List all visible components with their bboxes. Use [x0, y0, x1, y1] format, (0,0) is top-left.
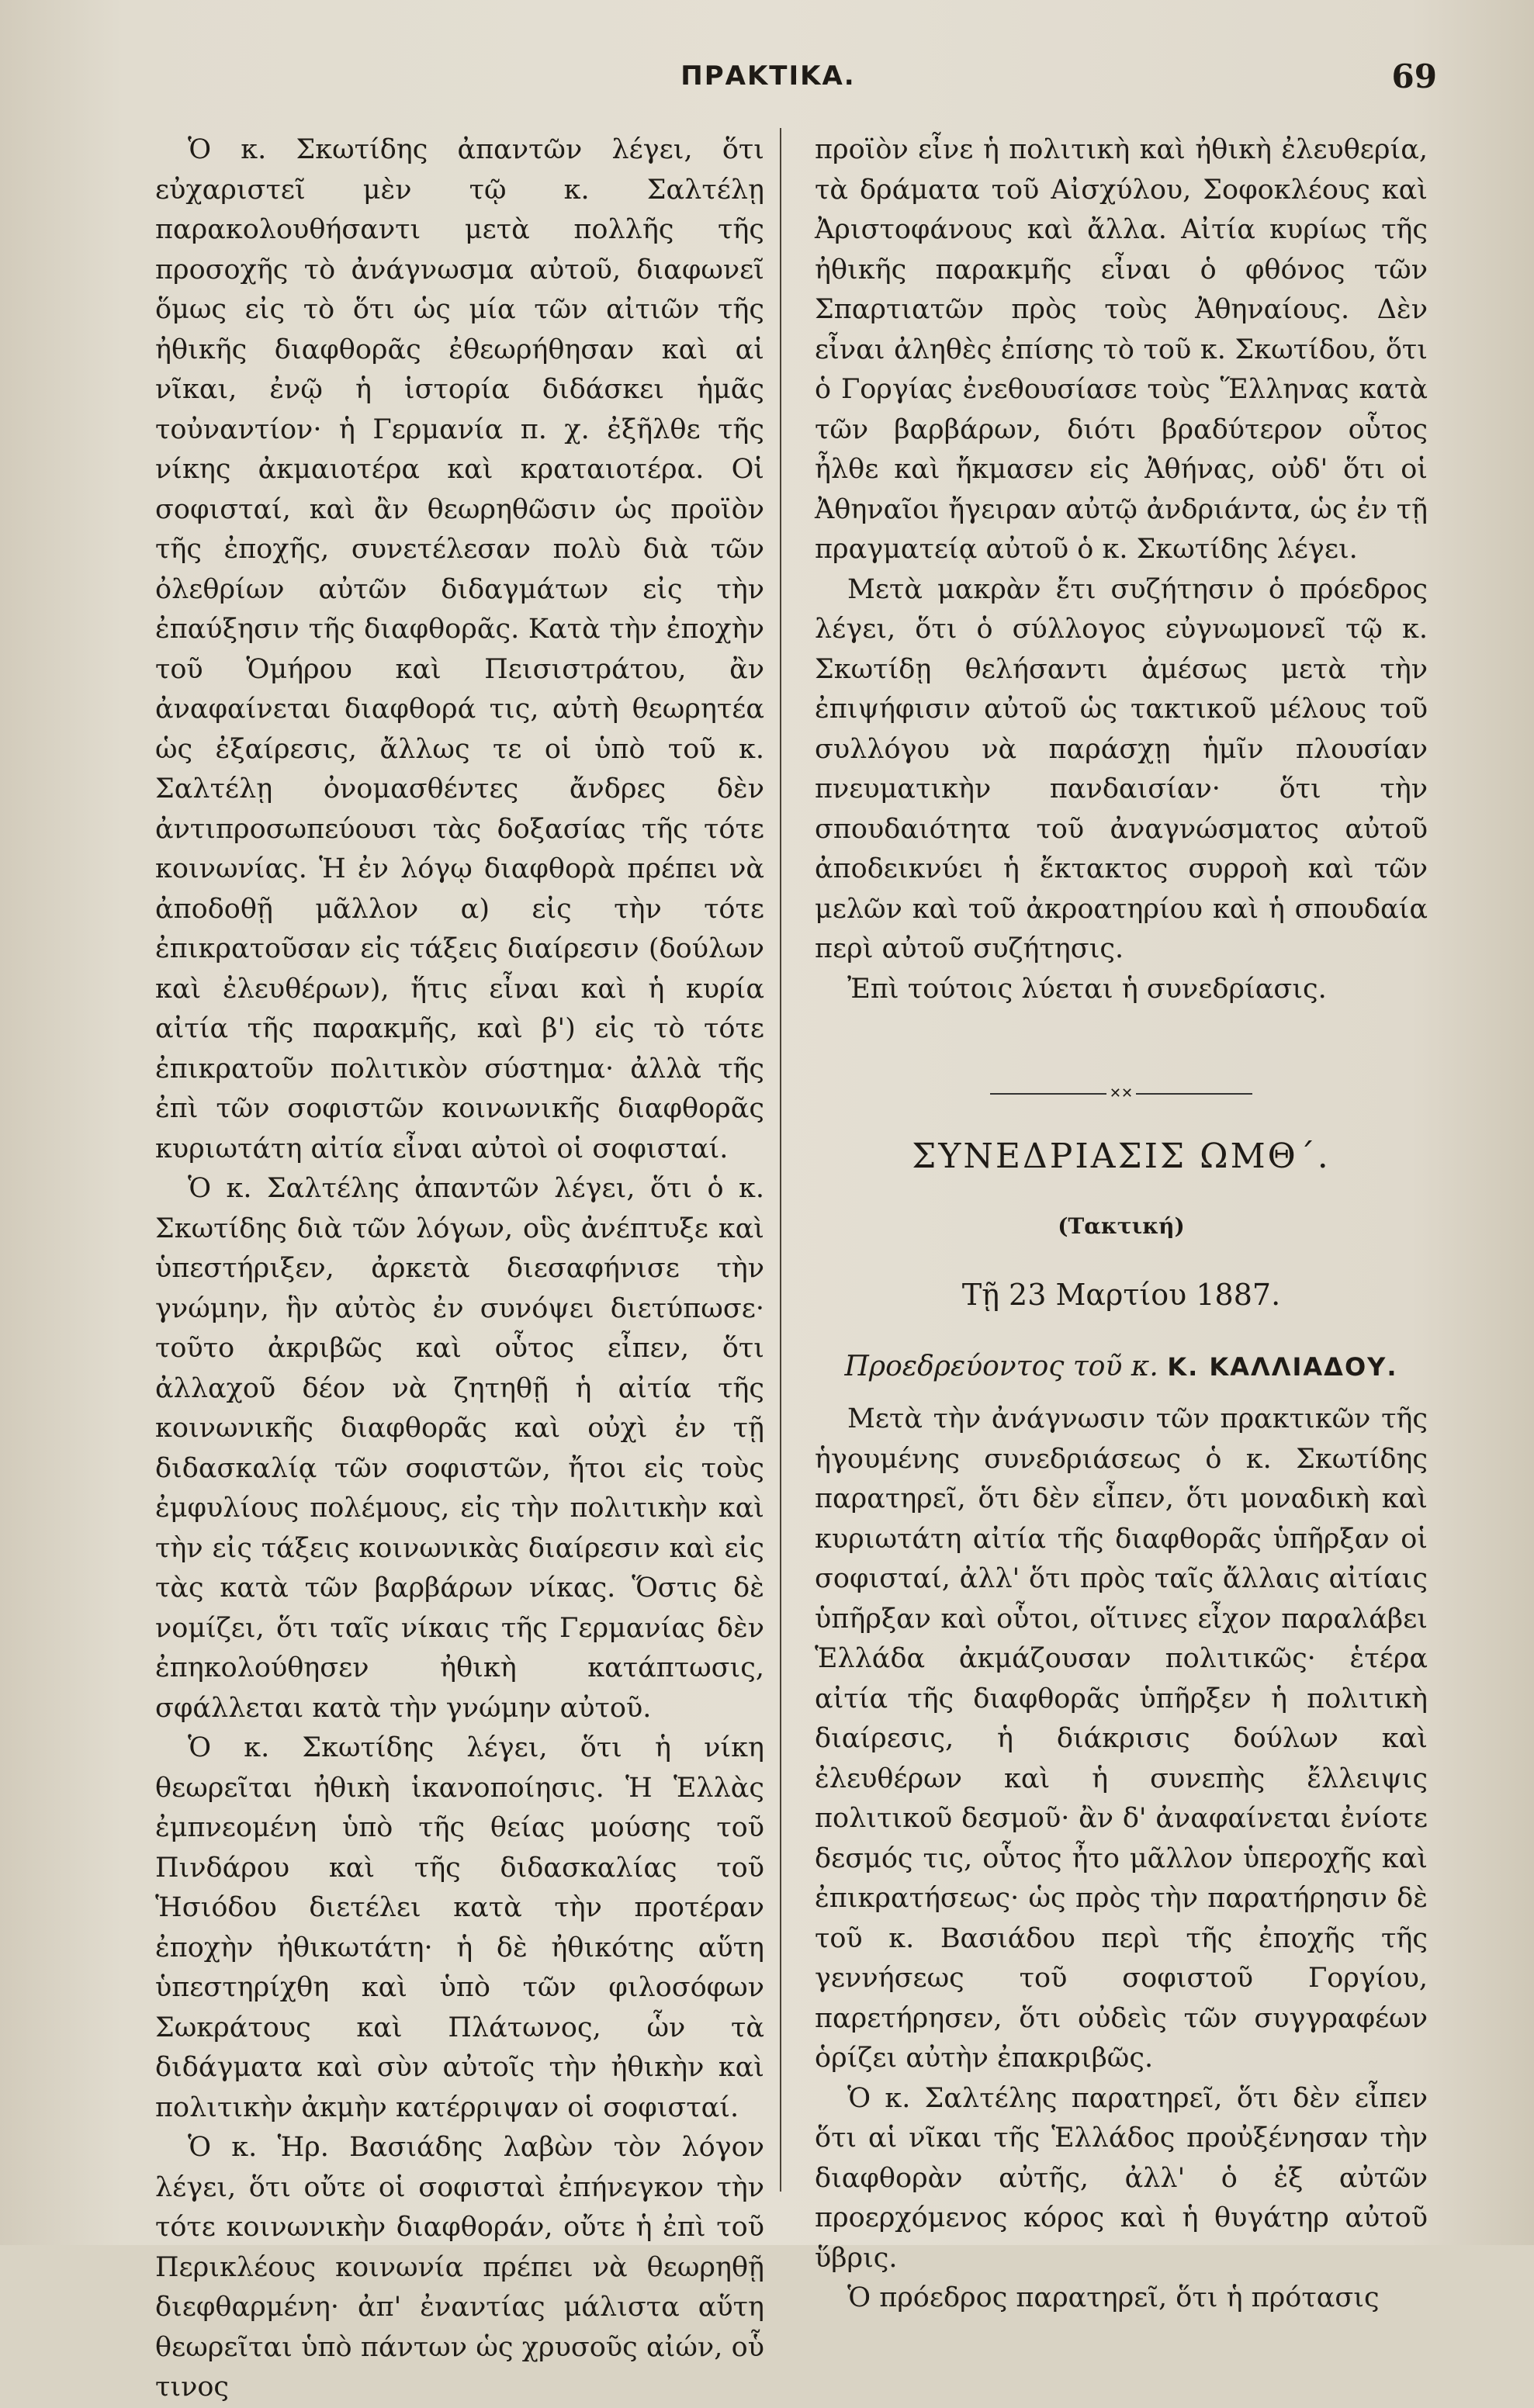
page-number: 69	[1391, 57, 1437, 95]
paragraph: Ὁ πρόεδρος παρατηρεῖ, ὅτι ἡ πρότασις	[847, 2282, 1380, 2313]
paragraph: προϊὸν εἶνε ἡ πολιτικὴ καὶ ἠθικὴ ἐλευθερία, τὰ δράματα τοῦ Αἰσχύλου, Σοφοκλέους καὶ Ἀριστοφάνους καὶ ἄλλα. Αἰτία κυρίως τῆς ἠθικῆς παρακμῆς εἶναι ὁ φθόνος τῶν Σπαρτιατῶν πρὸς τοὺς Ἀθηναίους. Δὲν εἶναι ἀληθὲς ἐπίσης τὸ τοῦ κ. Σκωτίδου, ὅτι ὁ Γοργίας ἐνεθουσίασε τοὺς Ἕλληνας κατὰ τῶν βαρβάρων, διότι βραδύτερον οὗτος ἦλθε καὶ ἤκμασεν εἰς Ἀθήνας, οὐδ' ὅτι οἱ Ἀθηναῖοι ἤγειραν αὐτῷ ἀνδριάντα, ὡς ἐν τῇ πραγματείᾳ αὐτοῦ ὁ κ. Σκωτίδης λέγει.	[815, 134, 1428, 565]
session-date: Τῇ 23 Μαρτίου 1887.	[961, 1278, 1281, 1312]
ornament-mark-icon: ✕✕	[1109, 1085, 1134, 1102]
running-title: ΠΡΑΚΤΙΚΑ.	[680, 61, 856, 92]
presiding-line	[815, 1347, 1428, 1388]
presiding-prefix: Προεδρεύοντος τοῦ κ.	[844, 1350, 1158, 1382]
paragraph: Μετὰ μακρὰν ἔτι συζήτησιν ὁ πρόεδρος λέγει, ὅτι ὁ σύλλογος εὐγνωμονεῖ τῷ κ. Σκωτίδῃ θελήσαντι ἀμέσως μετὰ τὴν ἐπιψήφισιν αὐτοῦ ὡς τακτικοῦ μέλους τοῦ συλλόγου νὰ παράσχῃ ἡμῖν πλουσίαν πνευματικὴν πανδαισίαν· ὅτι τὴν σπουδαιότητα τοῦ ἀναγνώσματος αὐτοῦ ἀποδεικνύει ἡ ἔκτακτος συρροὴ καὶ τῶν μελῶν καὶ τοῦ ἀκροατηρίου καὶ ἡ σπουδαία περὶ αὐτοῦ συζήτησις.	[815, 573, 1428, 964]
paragraph: Ὁ κ. Σκωτίδης λέγει, ὅτι ἡ νίκη θεωρεῖται ἠθικὴ ἱκανοποίησις. Ἡ Ἑλλὰς ἐμπνεομένη ὑπὸ τῆς θείας μούσης τοῦ Πινδάρου καὶ τῆς διδασκαλίας τοῦ Ἡσιόδου διετέλει κατὰ τὴν προτέραν ἐποχὴν ἠθικωτάτη· ἡ δὲ ἠθικότης αὕτη ὑπεστηρίχθη καὶ ὑπὸ τῶν φιλοσόφων Σωκράτους καὶ Πλάτωνος, ὧν τὰ διδάγματα καὶ σὺν αὐτοῖς τὴν ἠθικὴν καὶ πολιτικὴν ἀκμὴν κατέρριψαν οἱ σοφισταί.	[155, 1732, 764, 2123]
paragraph: Ὁ κ. Σαλτέλης παρατηρεῖ, ὅτι δὲν εἶπεν ὅτι αἱ νῖκαι τῆς Ἑλλάδος προὐξένησαν τὴν διαφθορὰν αὐτῆς, ἀλλ' ὁ ἐξ αὐτῶν προερχόμενος κόρος καὶ ἡ θυγάτηρ αὐτοῦ ὕβρις.	[815, 2082, 1428, 2274]
session-title: ΣΥΝΕΔΡΙΑΣΙΣ ΩΜΘ΄.	[912, 1137, 1331, 1176]
paragraph: Μετὰ τὴν ἀνάγνωσιν τῶν πρακτικῶν τῆς ἡγουμένης συνεδριάσεως ὁ κ. Σκωτίδης παρατηρεῖ, ὅτι δὲν εἶπεν, ὅτι μοναδικὴ καὶ κυριωτάτη αἰτία τῆς διαφθορᾶς ὑπῆρξαν οἱ σοφισταί, ἀλλ' ὅτι πρὸς ταῖς ἄλλαις αἰτίαις ὑπῆρξαν καὶ οὗτοι, οἵτινες εἶχον παραλάβει Ἑλλάδα ἀκμάζουσαν πολιτικῶς· ἑτέρα αἰτία τῆς διαφθορᾶς ὑπῆρξεν ἡ πολιτικὴ διαίρεσις, ἡ διάκρισις δούλων καὶ ἐλευθέρων καὶ ἡ συνεπὴς ἔλλειψις πολιτικοῦ δεσμοῦ· ἂν δ' ἀναφαίνεται ἐνίοτε δεσμός τις, οὗτος ἦτο μᾶλλον ὑπεροχῆς καὶ ἐπικρατήσεως· ὡς πρὸς τὴν παρατήρησιν δὲ τοῦ κ. Βασιάδου περὶ τῆς ἐποχῆς τῆς γεννήσεως τοῦ σοφιστοῦ Γοργίου, παρετήρησεν, ὅτι οὐδεὶς τῶν συγγραφέων ὁρίζει αὐτὴν ἐπακριβῶς.	[815, 1403, 1428, 2074]
paragraph: Ὁ κ. Σκωτίδης ἀπαντῶν λέγει, ὅτι εὐχαριστεῖ μὲν τῷ κ. Σαλτέλῃ παρακολουθήσαντι μετὰ πολλῆς τῆς προσοχῆς τὸ ἀνάγνωσμα αὐτοῦ, διαφωνεῖ ὅμως εἰς τὸ ὅτι ὡς μία τῶν αἰτιῶν τῆς ἠθικῆς διαφθορᾶς ἐθεωρήθησαν καὶ αἱ νῖκαι, ἐνῷ ἡ ἱστορία διδάσκει ἡμᾶς τοὐναντίον· ἡ Γερμανία π. χ. ἐξῆλθε τῆς νίκης ἀκμαιοτέρα καὶ κραταιοτέρα. Οἱ σοφισταί, καὶ ἂν θεωρηθῶσιν ὡς προϊὸν τῆς ἐποχῆς, συνετέλεσαν πολὺ διὰ τῶν ὀλεθρίων αὐτῶν διδαγμάτων εἰς τὴν ἐπαύξησιν τῆς διαφθορᾶς. Κατὰ τὴν ἐποχὴν τοῦ Ὁμήρου καὶ Πεισιστράτου, ἂν ἀναφαίνεται διαφθορά τις, αὐτὴ θεωρητέα ὡς ἐξαίρεσις, ἄλλως τε οἱ ὑπὸ τοῦ κ. Σαλτέλῃ ὀνομασθέντες ἄνδρες δὲν ἀντιπροσωπεύουσι τὰς δοξασίας τῆς τότε κοινωνίας. Ἡ ἐν λόγῳ διαφθορὰ πρέπει νὰ ἀποδοθῇ μᾶλλον α) εἰς τὴν τότε ἐπικρατοῦσαν εἰς τάξεις διαίρεσιν (δούλων καὶ ἐλευθέρων), ἥτις εἶναι καὶ ἡ κυρία αἰτία τῆς παρακμῆς, καὶ β') εἰς τὸ τότε ἐπικρατοῦν πολιτικὸν σύστημα· ἀλλὰ τῆς ἐπὶ τῶν σοφιστῶν κοινωνικῆς διαφθορᾶς κυριωτάτη αἰτία εἶναι αὐτοὶ οἱ σοφισταί.	[155, 134, 764, 1164]
paragraph: Ἐπὶ τούτοις λύεται ἡ συνεδρίασις.	[847, 973, 1327, 1005]
left-column	[155, 130, 764, 2408]
column-divider	[780, 128, 781, 2192]
right-column	[815, 130, 1428, 2319]
session-type: (Τακτική)	[1058, 1213, 1185, 1239]
section-ornament	[815, 1073, 1428, 1102]
ornament-line	[990, 1093, 1106, 1095]
running-header	[0, 57, 1534, 107]
presiding-name: Κ. ΚΑΛΛΙΑΔΟΥ.	[1167, 1351, 1398, 1382]
ornament-line	[1136, 1093, 1252, 1095]
paragraph: Ὁ κ. Ἡρ. Βασιάδης λαβὼν τὸν λόγον λέγει, ὅτι οὔτε οἱ σοφισταὶ ἐπήνεγκον τὴν τότε κοινωνικὴν διαφθοράν, οὔτε ἡ ἐπὶ τοῦ Περικλέους κοινωνία πρέπει νὰ θεωρηθῇ διεφθαρμένη· ἀπ' ἐναντίας μάλιστα αὕτη θεωρεῖται ὑπὸ πάντων ὡς χρυσοῦς αἰών, οὗ τινος	[155, 2132, 764, 2403]
paragraph: Ὁ κ. Σαλτέλης ἀπαντῶν λέγει, ὅτι ὁ κ. Σκωτίδης διὰ τῶν λόγων, οὓς ἀνέπτυξε καὶ ὑπεστήριξεν, ἀρκετὰ διεσαφήνισε τὴν γνώμην, ἣν αὐτὸς ἐν συνόψει διετύπωσε· τοῦτο ἀκριβῶς καὶ οὗτος εἶπεν, ὅτι ἀλλαχοῦ δέον νὰ ζητηθῇ ἡ αἰτία τῆς κοινωνικῆς διαφθορᾶς καὶ οὐχὶ ἐν τῇ διδασκαλίᾳ τῶν σοφιστῶν, ἤτοι εἰς τοὺς ἐμφυλίους πολέμους, εἰς τὴν πολιτικὴν καὶ τὴν εἰς τάξεις κοινωνικὰς διαίρεσιν καὶ εἰς τὰς κατὰ τῶν βαρβάρων νίκας. Ὅστις δὲ νομίζει, ὅτι ταῖς νίκαις τῆς Γερμανίας δὲν ἐπηκολούθησεν ἠθικὴ κατάπτωσις, σφάλλεται κατὰ τὴν γνώμην αὐτοῦ.	[155, 1173, 764, 1724]
